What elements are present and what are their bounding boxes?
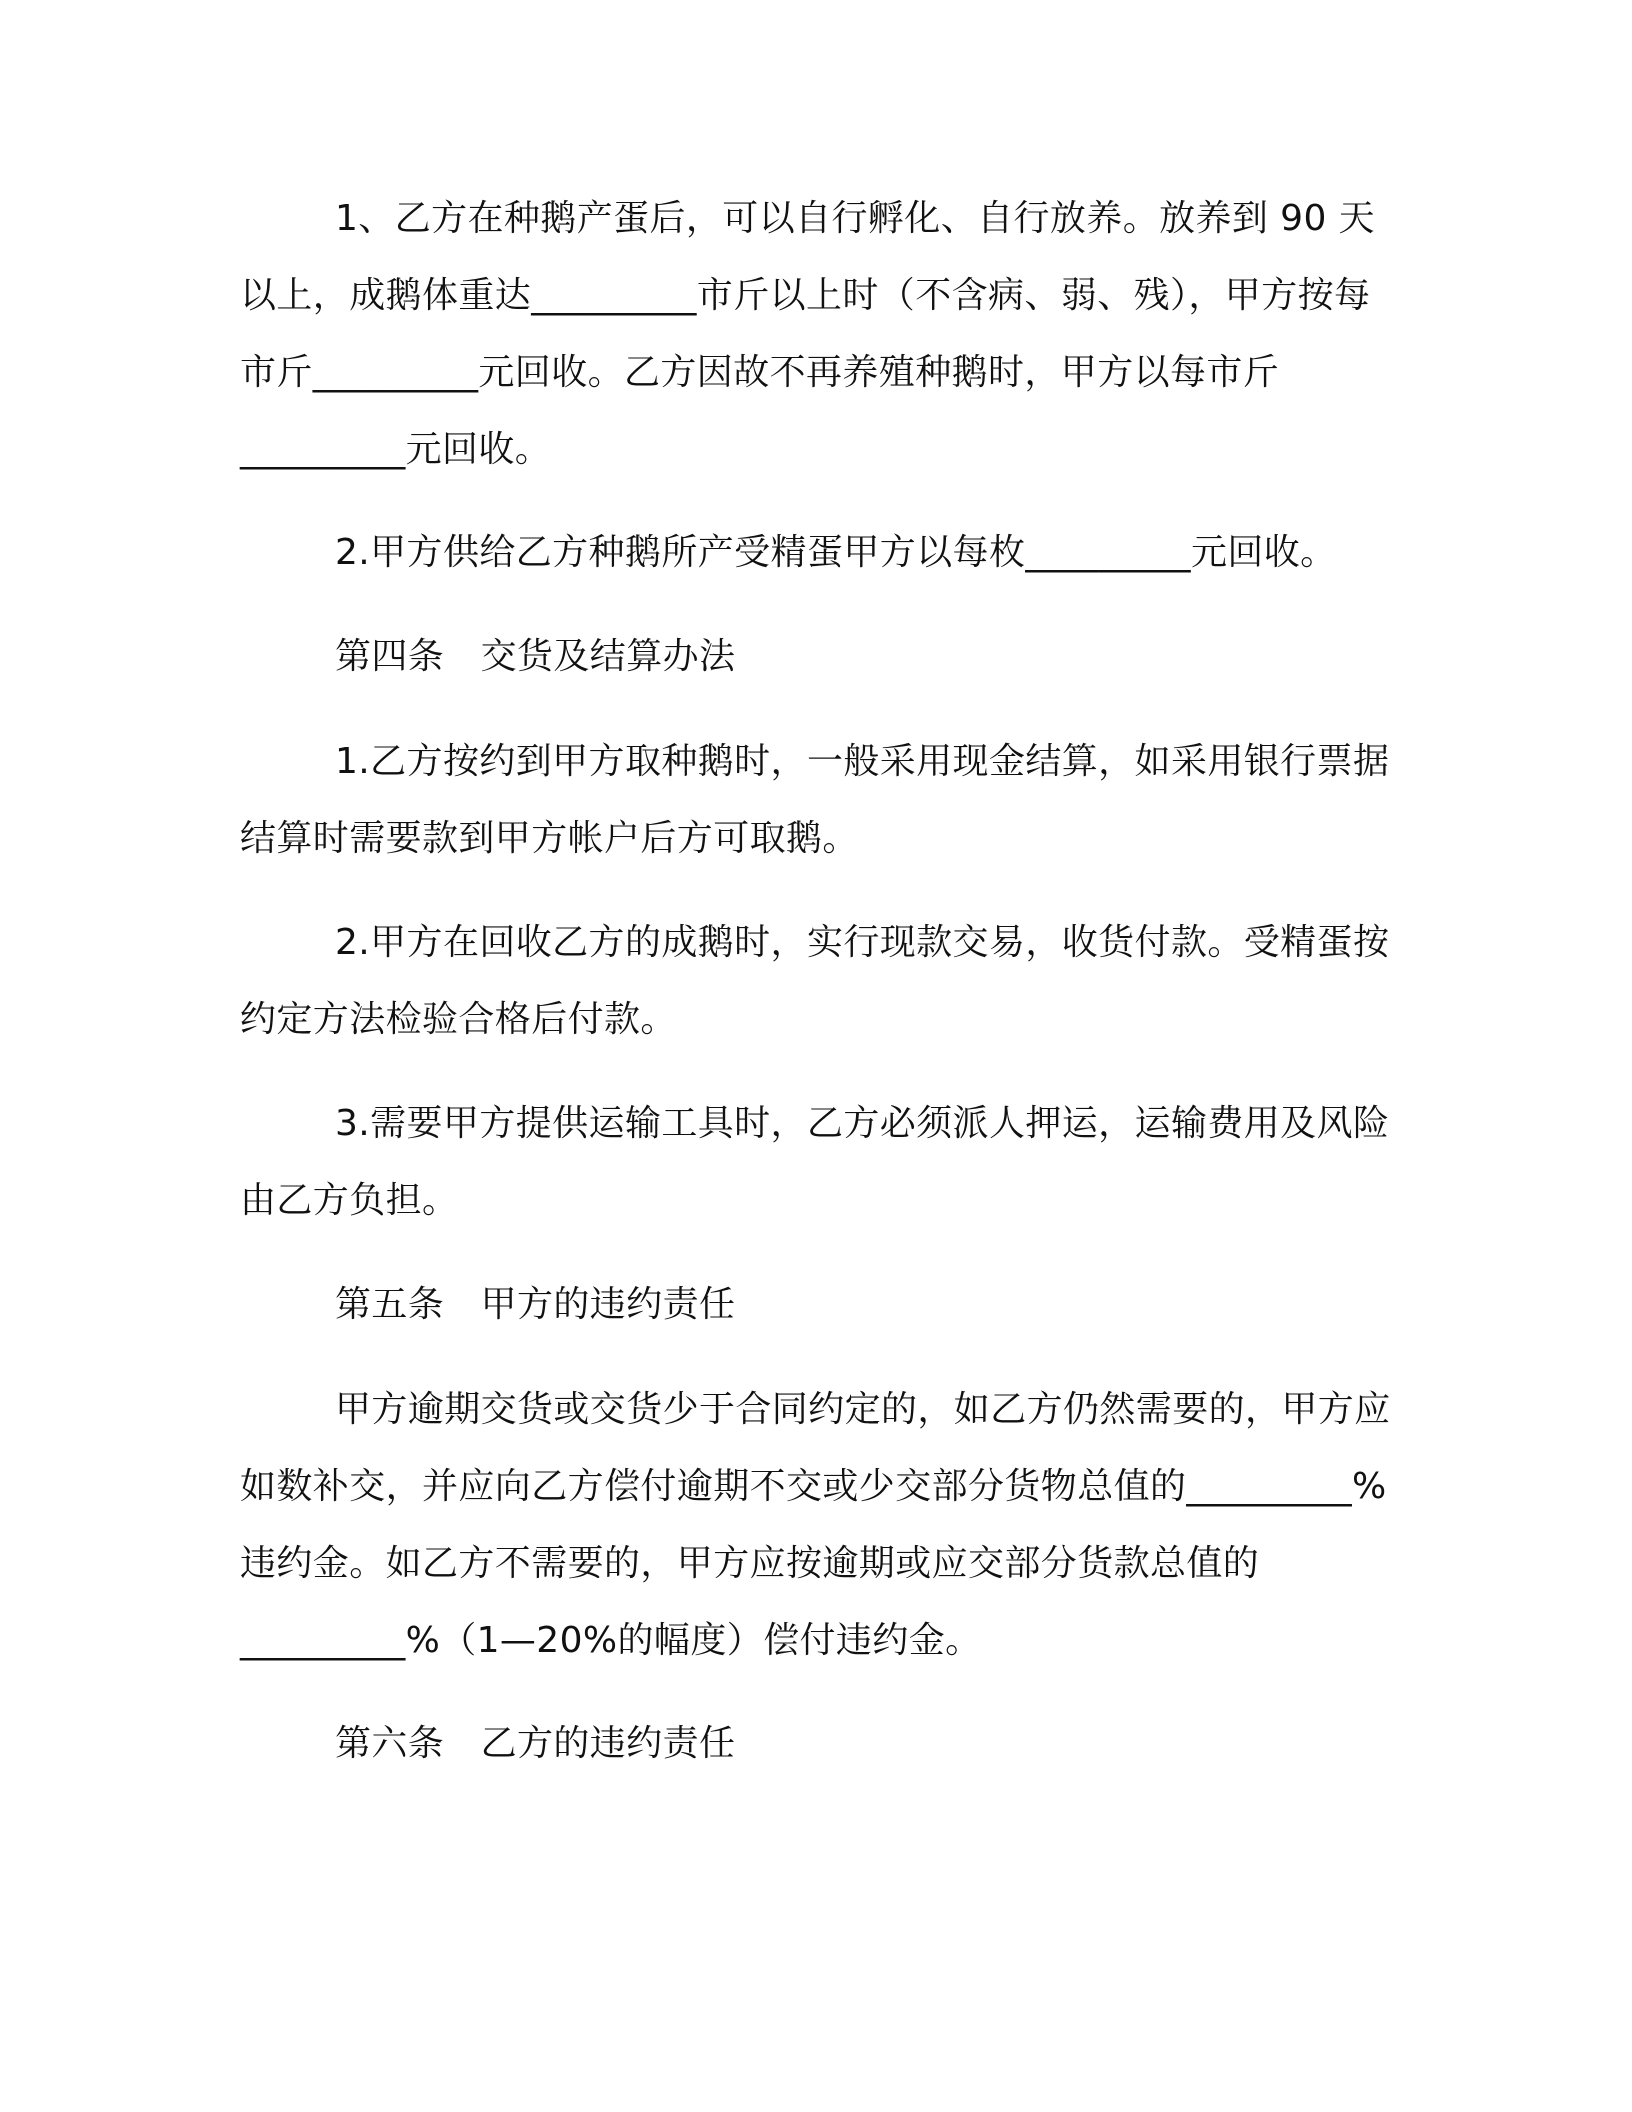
clause-3-item-1-paragraph: 1、乙方在种鹅产蛋后，可以自行孵化、自行放养。放养到 90 天以上，成鹅体重达_________市斤以上时（不含病、弱、残），甲方按每市斤_________元回收。乙方因故不再养殖种鹅时，甲方以每市斤_________元回收。	[240, 198, 1375, 470]
article-4-heading: 第四条 交货及结算办法	[335, 636, 736, 677]
article-6-heading: 第六条 乙方的违约责任	[335, 1723, 736, 1764]
article-5-heading: 第五条 甲方的违约责任	[335, 1284, 736, 1325]
article-4-item-1-paragraph: 1.乙方按约到甲方取种鹅时，一般采用现金结算，如采用银行票据结算时需要款到甲方帐户后方可取鹅。	[240, 741, 1390, 859]
article-4-item-2-paragraph: 2.甲方在回收乙方的成鹅时，实行现款交易，收货付款。受精蛋按约定方法检验合格后付款。	[240, 922, 1390, 1040]
clause-3-item-2-paragraph: 2.甲方供给乙方种鹅所产受精蛋甲方以每枚_________元回收。	[335, 532, 1337, 573]
article-4-item-3-paragraph: 3.需要甲方提供运输工具时，乙方必须派人押运，运输费用及风险由乙方负担。	[240, 1103, 1390, 1221]
article-5-paragraph: 甲方逾期交货或交货少于合同约定的，如乙方仍然需要的，甲方应如数补交，并应向乙方偿付逾期不交或少交部分货物总值的_________%违约金。如乙方不需要的，甲方应按逾期或应交部分货款总值的_________%（1—20%的幅度）偿付违约金。	[240, 1389, 1391, 1661]
